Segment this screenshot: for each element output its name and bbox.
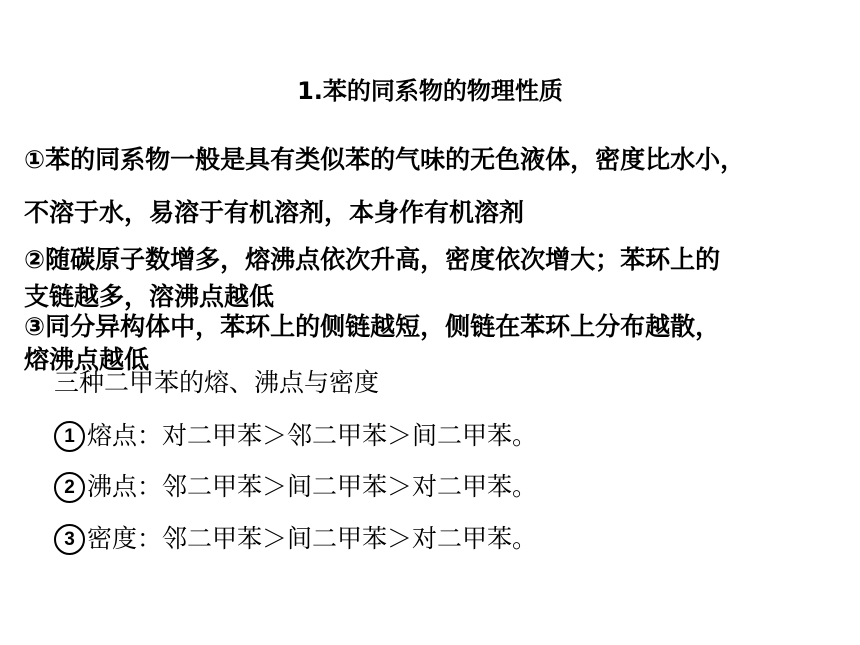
xylene-item-text: 熔点：对二甲苯＞邻二甲苯＞间二甲苯。: [87, 421, 538, 450]
xylene-item-boiling: [54, 467, 537, 503]
point-1-line-2: 不溶于水，易溶于有机溶剂，本身作有机溶剂: [24, 198, 525, 227]
xylene-item-melting: [54, 416, 537, 452]
circled-number-1: 1: [54, 421, 85, 452]
circled-number-3: 3: [54, 524, 85, 555]
point-2-line-2: 支链越多，溶沸点越低: [24, 282, 275, 311]
slide-title: 1.苯的同系物的物理性质: [297, 77, 563, 105]
circled-number-2: 2: [54, 472, 85, 503]
point-3-line-2: 熔沸点越低: [24, 345, 150, 374]
point-1-line-1: ①苯的同系物一般是具有类似苯的气味的无色液体，密度比水小，: [24, 145, 746, 174]
xylene-heading: 三种二甲苯的熔、沸点与密度: [54, 368, 380, 397]
xylene-item-text: 沸点：邻二甲苯＞间二甲苯＞对二甲苯。: [87, 472, 538, 501]
point-3-line-1: ③同分异构体中，苯环上的侧链越短，侧链在苯环上分布越散，: [24, 312, 721, 341]
point-2-line-1: ②随碳原子数增多，熔沸点依次升高，密度依次增大；苯环上的: [24, 245, 721, 274]
xylene-item-text: 密度：邻二甲苯＞间二甲苯＞对二甲苯。: [87, 524, 538, 553]
xylene-item-density: [54, 519, 537, 555]
